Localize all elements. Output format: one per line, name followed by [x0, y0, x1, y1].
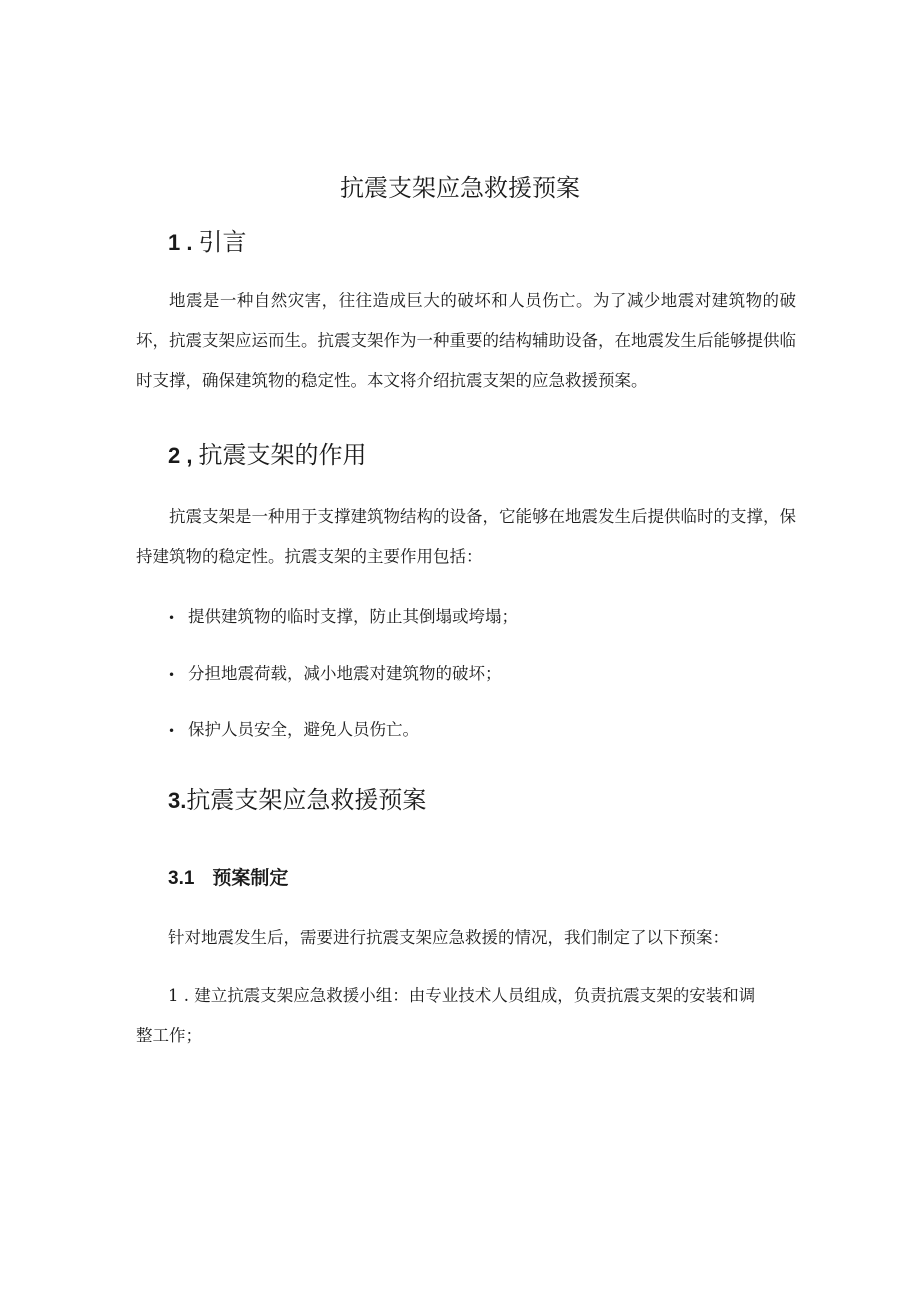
section-1-number: 1 — [168, 230, 181, 255]
section-3-number: 3. — [168, 788, 187, 813]
bullet-text: 保护人员安全，避免人员伤亡。 — [188, 720, 419, 739]
section-2-title: 抗震支架的作用 — [198, 441, 367, 469]
section-2-number: 2 — [168, 443, 181, 468]
bullet-dot: • — [168, 611, 176, 625]
document-title: 抗震支架应急救援预案 — [340, 174, 580, 202]
bullet-item — [168, 662, 502, 687]
subsection-3-1-paragraph: 针对地震发生后，需要进行抗震支架应急救援的情况，我们制定了以下预案： — [168, 928, 729, 947]
numbered-item-line: 整工作； — [136, 1026, 202, 1045]
section-1-paragraph: 地震是一种自然灾害，往往造成巨大的破坏和人员伤亡。为了减少地震对建筑物的破坏，抗震支架应运而生。抗震支架作为一种重要的结构辅助设备，在地震发生后能够提供临时支撑，确保建筑物的稳定性。本文将介绍抗震支架的应急救援预案。 — [136, 291, 796, 390]
subsection-3-1-number: 3.1 — [168, 868, 195, 889]
section-1-heading — [168, 226, 246, 259]
bullet-text: 提供建筑物的临时支撑，防止其倒塌或垮塌； — [188, 607, 518, 626]
section-3-title: 抗震支架应急救援预案 — [186, 786, 427, 814]
bullet-text: 分担地震荷载，减小地震对建筑物的破坏； — [188, 664, 502, 683]
section-2-separator: , — [180, 443, 193, 468]
bullet-item — [168, 718, 419, 743]
section-2-paragraph: 抗震支架是一种用于支撑建筑物结构的设备，它能够在地震发生后提供临时的支撑，保持建筑物的稳定性。抗震支架的主要作用包括： — [136, 507, 796, 566]
numbered-item-line: 1 . 建立抗震支架应急救援小组：由专业技术人员组成，负责抗震支架的安装和调 — [168, 986, 756, 1005]
bullet-item — [168, 605, 518, 630]
section-2-heading — [168, 439, 366, 472]
subsection-3-1-heading — [168, 866, 288, 892]
section-1-separator: . — [180, 230, 193, 255]
bullet-dot: • — [168, 668, 176, 682]
section-1-title: 引言 — [198, 228, 247, 256]
subsection-3-1-title: 预案制定 — [212, 868, 289, 889]
section-3-heading — [168, 784, 426, 817]
bullet-dot: • — [168, 724, 176, 738]
